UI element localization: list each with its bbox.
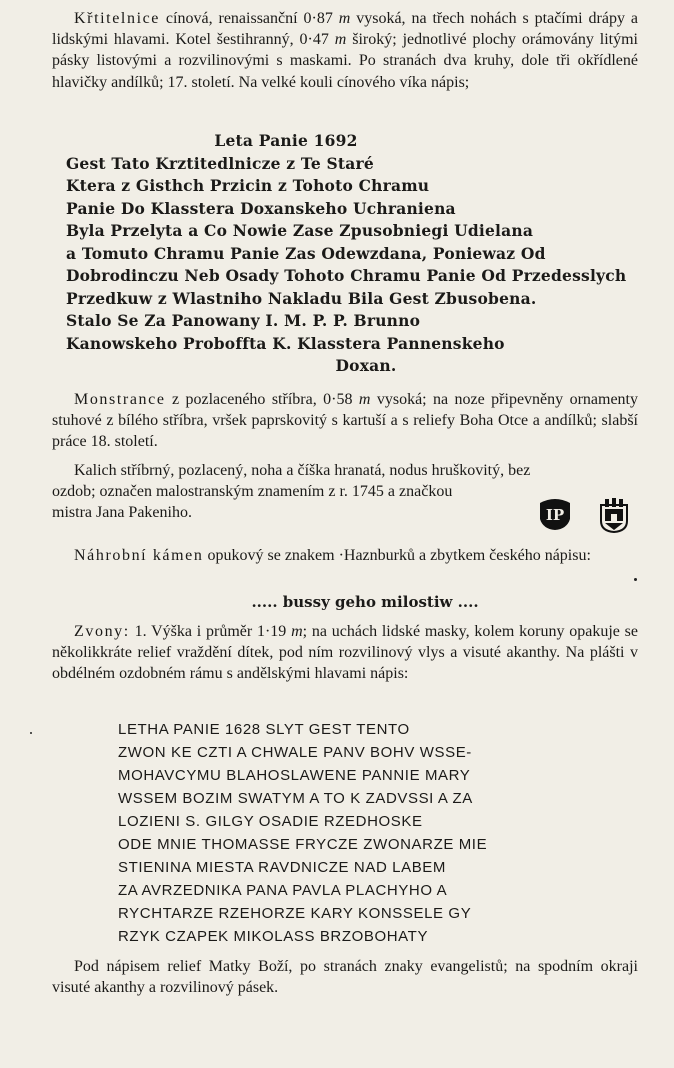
inscription-line: ZA AVRZEDNIKA PANA PAVLA PLACHYHO A bbox=[118, 882, 448, 899]
fraktur-line: Panie Do Klasstera Doxanskeho Uchraniena bbox=[66, 198, 456, 218]
fraktur-line: Kanowskeho Proboffta K. Klasstera Pannenskeho bbox=[66, 333, 505, 353]
unit: m bbox=[334, 31, 347, 49]
term-tombstone: Náhrobní kámen bbox=[74, 547, 204, 564]
unit: m bbox=[338, 10, 351, 27]
inscription-line: LETHA PANIE 1628 SLYT GEST TENTO bbox=[118, 721, 410, 738]
hallmark-ip-icon bbox=[537, 497, 573, 536]
chalice-line-2: ozdob; označen malostranským znamením z r. 1745 a značkou bbox=[52, 483, 453, 501]
inscription-line: RZYK CZAPEK MIKOLASS BRZOBOHATY bbox=[118, 928, 429, 945]
fraktur-line: Leta Panie 1692 bbox=[214, 131, 358, 150]
fraktur-line: Stalo Se Za Panowany I. M. P. P. Brunno bbox=[66, 311, 421, 330]
fraktur-line: Ktera z Gisthch Przicin z Tohoto Chramu bbox=[66, 176, 430, 195]
unit: m bbox=[358, 391, 371, 408]
fraktur-inscription bbox=[66, 130, 626, 378]
bell-inscription bbox=[118, 718, 618, 948]
term-monstrance: Monstrance bbox=[74, 391, 166, 408]
fraktur-line: Doxan. bbox=[335, 356, 397, 375]
chalice-line-1: Kalich stříbrný, pozlacený, noha a číška hranatá, nodus hruškovitý, bez bbox=[74, 462, 531, 479]
speck bbox=[30, 732, 32, 734]
inscription-line: ZWON KE CZTI A CHWALE PANV BOHV WSSE- bbox=[118, 744, 472, 761]
term-baptismal-font: Křtitelnice bbox=[74, 10, 161, 27]
inscription-line: STIENINA MIESTA RAVDNICZE NAD LABEM bbox=[118, 859, 447, 876]
fraktur-line: Dobrodinczu Neb Osady Tohoto Chramu Panie Od Przedesslych bbox=[66, 266, 627, 285]
text-span: z pozlaceného stříbra, 0·58 bbox=[165, 391, 359, 408]
paragraph-monstrance bbox=[52, 389, 638, 453]
text-span: opukový se znakem ·Haznburků a zbytkem českého nápisu: bbox=[203, 547, 591, 564]
text-span: cínová, renaissanční 0·87 bbox=[160, 10, 339, 27]
text-span: vysoká, na třech nohách s ptačími drápy a lidskými hlavami. Kotel šestihranný, 0·47 bbox=[52, 10, 638, 49]
fraktur-line: Gest Tato Krztitedlnicze z Te Staré bbox=[66, 153, 374, 173]
text-span: 1. Výška i průměr 1·19 bbox=[129, 623, 292, 640]
text-span: Pod nápisem relief Matky Boží, po stranách znaky evangelistů; na spodním okraji visuté akanthy a rozvilinový pásek. bbox=[52, 958, 638, 997]
term-bells: Zvony: bbox=[74, 623, 130, 640]
hallmark-letters: IP bbox=[545, 506, 565, 524]
paragraph-relief bbox=[52, 956, 638, 998]
fraktur-line: Byla Przelyta a Co Nowie Zase Zpusobniegi Udielana bbox=[66, 221, 534, 240]
town-mark-icon bbox=[599, 497, 629, 538]
fraktur-line: Przedkuw z Wlastniho Nakladu Bila Gest Zbusobena. bbox=[66, 288, 537, 308]
paragraph-baptismal-font bbox=[52, 8, 638, 93]
inscription-line: LOZIENI S. GILGY OSADIE RZEDHOSKE bbox=[118, 813, 423, 830]
paragraph-bells bbox=[52, 621, 638, 685]
fraktur-line: a Tomuto Chramu Panie Zas Odewzdana, Poniewaz Od bbox=[66, 243, 546, 263]
inscription-line: WSSEM BOZIM SWATYM A TO K ZADVSSI A ZA bbox=[118, 790, 473, 807]
text-span: široký; jednotlivé plochy orámovány litými pásky listovými a rozvilinovými s maskami. Po stranách dva kruhy, dole tři okřídlené hlavičky andílků; 17. století. Na velké kouli cínového víka nápis; bbox=[52, 31, 638, 91]
tombstone-inscription-fragment: ..... bussy geho milostiw .... bbox=[251, 593, 479, 611]
inscription-line: ODE MNIE THOMASSE FRYCZE ZWONARZE MIE bbox=[118, 836, 488, 853]
inscription-line: MOHAVCYMU BLAHOSLAWENE PANNIE MARY bbox=[118, 767, 471, 784]
speck bbox=[634, 578, 637, 581]
unit: m bbox=[291, 623, 303, 640]
text-span: ; na uchách lidské masky, kolem koruny opakuje se několikkráte relief vraždění dítek, pod ním rozvilinový vlys a visuté akanthy. Na plášti v obdélném ozdobném rámu s andělskými hlavami nápis: bbox=[52, 623, 638, 683]
chalice-line-3: mistra Jana Pakeniho. bbox=[52, 504, 192, 522]
paragraph-tombstone bbox=[52, 545, 638, 566]
text-span: vysoká; na noze připevněny ornamenty stuhové z bílého stříbra, vršek paprskovitý s kartuší a s reliefy Boha Otce a andílků; slabší práce 18. století. bbox=[52, 391, 638, 451]
inscription-line: RYCHTARZE RZEHORZE KARY KONSSELE GY bbox=[118, 905, 472, 922]
